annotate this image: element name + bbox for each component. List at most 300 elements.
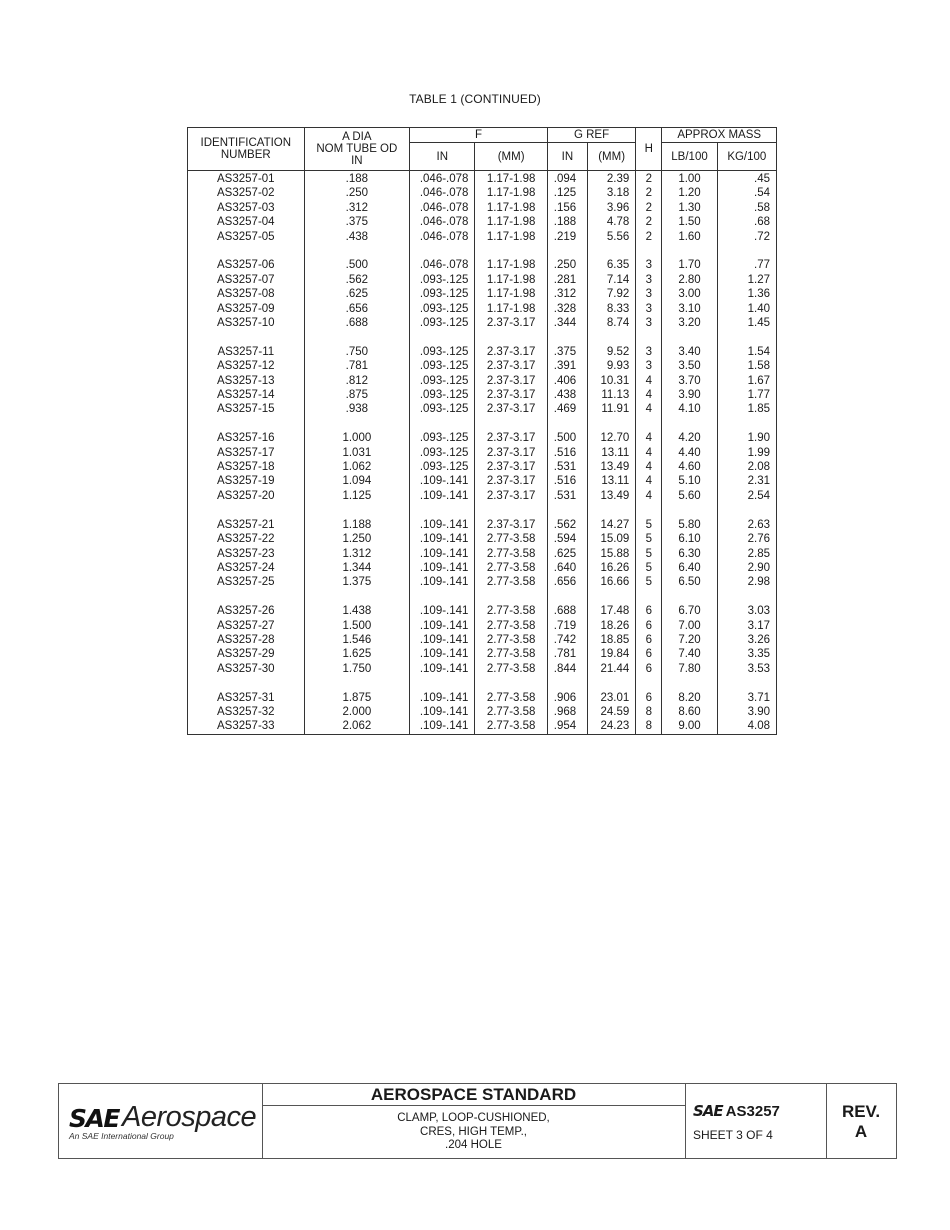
table-cell: 3.70 <box>662 374 717 388</box>
spacer-cell <box>410 244 475 258</box>
group-spacer-row <box>188 676 777 690</box>
table-row <box>188 691 777 705</box>
table-row <box>188 604 777 618</box>
table-row <box>188 171 777 187</box>
table-cell: 23.01 <box>588 691 636 705</box>
spacer-cell <box>717 676 776 690</box>
table-cell: .093-.125 <box>410 345 475 359</box>
table-cell: 6.70 <box>662 604 717 618</box>
table-cell: .77 <box>717 258 776 272</box>
table-cell: 1.17-1.98 <box>475 201 547 215</box>
table-cell: .093-.125 <box>410 460 475 474</box>
table-row <box>188 359 777 373</box>
table-cell: 1.60 <box>662 230 717 244</box>
table-cell: 1.125 <box>304 489 410 503</box>
table-cell: 6 <box>636 604 662 618</box>
header-g-in: IN <box>547 143 587 171</box>
table-cell: 1.094 <box>304 474 410 488</box>
table-cell: 6.30 <box>662 547 717 561</box>
table-cell: 1.36 <box>717 287 776 301</box>
table-cell: .844 <box>547 662 587 676</box>
table-cell: 5 <box>636 547 662 561</box>
table-cell: .58 <box>717 201 776 215</box>
spacer-cell <box>304 676 410 690</box>
table-cell: .500 <box>304 258 410 272</box>
table-cell: 2.80 <box>662 273 717 287</box>
table-row <box>188 446 777 460</box>
table-cell: 1.750 <box>304 662 410 676</box>
table-cell: AS3257-08 <box>188 287 305 301</box>
table-cell: 2.39 <box>588 171 636 187</box>
table-cell: AS3257-19 <box>188 474 305 488</box>
table-cell: 2.77-3.58 <box>475 575 547 589</box>
table-cell: 2.77-3.58 <box>475 604 547 618</box>
table-cell: AS3257-15 <box>188 402 305 416</box>
table-cell: .109-.141 <box>410 532 475 546</box>
header-g-ref: G REF <box>547 128 635 143</box>
table-cell: .562 <box>547 518 587 532</box>
spacer-cell <box>547 503 587 517</box>
table-cell: AS3257-22 <box>188 532 305 546</box>
revision-value: A <box>854 1122 868 1141</box>
table-cell: 2.37-3.17 <box>475 316 547 330</box>
table-cell: .531 <box>547 489 587 503</box>
table-cell: AS3257-21 <box>188 518 305 532</box>
table-cell: AS3257-29 <box>188 647 305 661</box>
table-cell: .093-.125 <box>410 273 475 287</box>
table-cell: .719 <box>547 619 587 633</box>
table-cell: 24.23 <box>588 719 636 734</box>
table-cell: AS3257-28 <box>188 633 305 647</box>
table-cell: 6 <box>636 662 662 676</box>
group-spacer-row <box>188 590 777 604</box>
table-cell: .640 <box>547 561 587 575</box>
header-mass-kg: KG/100 <box>717 143 776 171</box>
table-cell: 1.062 <box>304 460 410 474</box>
table-cell: AS3257-02 <box>188 186 305 200</box>
table-cell: AS3257-05 <box>188 230 305 244</box>
table-cell: .156 <box>547 201 587 215</box>
table-cell: .093-.125 <box>410 359 475 373</box>
table-cell: .109-.141 <box>410 604 475 618</box>
aerospace-wordmark: Aerospace <box>122 1101 257 1133</box>
spacer-cell <box>636 590 662 604</box>
table-cell: 8.20 <box>662 691 717 705</box>
table-cell: AS3257-26 <box>188 604 305 618</box>
spacer-cell <box>547 417 587 431</box>
table-cell: .109-.141 <box>410 662 475 676</box>
table-cell: .688 <box>304 316 410 330</box>
table-cell: 5 <box>636 575 662 589</box>
table-cell: .109-.141 <box>410 619 475 633</box>
header-a-dia: A DIA NOM TUBE OD IN <box>304 128 410 171</box>
spacer-cell <box>304 503 410 517</box>
table-cell: AS3257-30 <box>188 662 305 676</box>
table-cell: .250 <box>547 258 587 272</box>
table-cell: 1.77 <box>717 388 776 402</box>
table-cell: 16.26 <box>588 561 636 575</box>
table-cell: 5 <box>636 532 662 546</box>
table-cell: 1.17-1.98 <box>475 302 547 316</box>
table-cell: .328 <box>547 302 587 316</box>
table-row <box>188 489 777 503</box>
table-cell: 7.20 <box>662 633 717 647</box>
table-cell: 5.80 <box>662 518 717 532</box>
table-cell: 2.98 <box>717 575 776 589</box>
table-cell: 3.71 <box>717 691 776 705</box>
table-cell: 4 <box>636 460 662 474</box>
table-row <box>188 388 777 402</box>
table-cell: 21.44 <box>588 662 636 676</box>
table-cell: 1.17-1.98 <box>475 171 547 187</box>
spacer-cell <box>717 417 776 431</box>
table-cell: 3.96 <box>588 201 636 215</box>
spacer-cell <box>662 676 717 690</box>
header-identification-number: IDENTIFICATION NUMBER <box>188 128 305 171</box>
table-cell: .656 <box>304 302 410 316</box>
spacer-cell <box>304 330 410 344</box>
table-cell: 4 <box>636 402 662 416</box>
table-cell: 1.30 <box>662 201 717 215</box>
table-cell: AS3257-01 <box>188 171 305 187</box>
table-cell: AS3257-17 <box>188 446 305 460</box>
table-cell: 1.17-1.98 <box>475 258 547 272</box>
table-row <box>188 402 777 416</box>
table-cell: 4 <box>636 446 662 460</box>
table-cell: 4.40 <box>662 446 717 460</box>
table-row <box>188 705 777 719</box>
table-row <box>188 186 777 200</box>
table-body <box>188 171 777 735</box>
table-cell: .781 <box>547 647 587 661</box>
spacer-cell <box>475 676 547 690</box>
table-cell: 15.09 <box>588 532 636 546</box>
table-cell: 19.84 <box>588 647 636 661</box>
table-cell: .781 <box>304 359 410 373</box>
table-cell: 13.49 <box>588 460 636 474</box>
table-cell: 1.000 <box>304 431 410 445</box>
table-cell: AS3257-07 <box>188 273 305 287</box>
spacer-cell <box>410 417 475 431</box>
table-cell: 2.37-3.17 <box>475 518 547 532</box>
table-row <box>188 316 777 330</box>
table-cell: 2.77-3.58 <box>475 532 547 546</box>
table-cell: .625 <box>547 547 587 561</box>
table-cell: .093-.125 <box>410 388 475 402</box>
table-cell: 1.27 <box>717 273 776 287</box>
table-cell: 11.13 <box>588 388 636 402</box>
spacer-cell <box>717 330 776 344</box>
table-cell: 3.50 <box>662 359 717 373</box>
table-cell: 1.312 <box>304 547 410 561</box>
table-row <box>188 431 777 445</box>
sae-logo-mark: SAE <box>69 1104 119 1133</box>
table-row <box>188 258 777 272</box>
header-h: H <box>636 128 662 171</box>
spacer-cell <box>717 503 776 517</box>
sae-aerospace-logo <box>59 1084 263 1158</box>
table-cell: 1.17-1.98 <box>475 273 547 287</box>
table-cell: 2.37-3.17 <box>475 359 547 373</box>
table-cell: .093-.125 <box>410 431 475 445</box>
table-cell: .093-.125 <box>410 287 475 301</box>
table-cell: 9.00 <box>662 719 717 734</box>
table-cell: AS3257-33 <box>188 719 305 734</box>
table-cell: .750 <box>304 345 410 359</box>
spacer-cell <box>304 590 410 604</box>
spacer-cell <box>717 590 776 604</box>
table-cell: 2.77-3.58 <box>475 561 547 575</box>
table-cell: 2 <box>636 186 662 200</box>
spacer-cell <box>717 244 776 258</box>
table-cell: 3.00 <box>662 287 717 301</box>
table-cell: 2.37-3.17 <box>475 474 547 488</box>
table-cell: 2.08 <box>717 460 776 474</box>
table-cell: 2.63 <box>717 518 776 532</box>
table-cell: .562 <box>304 273 410 287</box>
table-cell: 2 <box>636 215 662 229</box>
standard-title: AEROSPACE STANDARD <box>262 1084 685 1106</box>
table-cell: 1.40 <box>717 302 776 316</box>
table-row <box>188 215 777 229</box>
table-cell: .109-.141 <box>410 489 475 503</box>
table-cell: 3 <box>636 287 662 301</box>
table-cell: 6.50 <box>662 575 717 589</box>
table-row <box>188 575 777 589</box>
table-cell: .656 <box>547 575 587 589</box>
table-cell: 4 <box>636 388 662 402</box>
header-f-in: IN <box>410 143 475 171</box>
table-cell: .093-.125 <box>410 316 475 330</box>
table-cell: .968 <box>547 705 587 719</box>
table-cell: 2.77-3.58 <box>475 633 547 647</box>
spacer-cell <box>588 590 636 604</box>
table-cell: .219 <box>547 230 587 244</box>
table-cell: 2.37-3.17 <box>475 431 547 445</box>
table-cell: 1.70 <box>662 258 717 272</box>
spacer-cell <box>410 676 475 690</box>
table-cell: 1.17-1.98 <box>475 186 547 200</box>
table-cell: .093-.125 <box>410 302 475 316</box>
table-cell: 14.27 <box>588 518 636 532</box>
table-cell: .046-.078 <box>410 201 475 215</box>
table-cell: 2.77-3.58 <box>475 547 547 561</box>
spacer-cell <box>188 417 305 431</box>
table-cell: 2.85 <box>717 547 776 561</box>
table-cell: 3.90 <box>662 388 717 402</box>
table-row <box>188 230 777 244</box>
table-cell: 4.60 <box>662 460 717 474</box>
table-cell: 18.26 <box>588 619 636 633</box>
sae-mini-logo: SAE <box>693 1102 723 1120</box>
table-cell: 1.500 <box>304 619 410 633</box>
table-cell: 6.40 <box>662 561 717 575</box>
table-cell: .109-.141 <box>410 719 475 734</box>
table-row <box>188 518 777 532</box>
table-cell: .046-.078 <box>410 258 475 272</box>
table-cell: .375 <box>547 345 587 359</box>
table-cell: .109-.141 <box>410 633 475 647</box>
spacer-cell <box>547 244 587 258</box>
table-row <box>188 719 777 734</box>
table-cell: AS3257-20 <box>188 489 305 503</box>
spacer-cell <box>475 503 547 517</box>
table-cell: 6.10 <box>662 532 717 546</box>
table-cell: 5.60 <box>662 489 717 503</box>
table-cell: 11.91 <box>588 402 636 416</box>
table-cell: 5 <box>636 561 662 575</box>
table-cell: 2 <box>636 230 662 244</box>
table-cell: 2.37-3.17 <box>475 388 547 402</box>
spacer-cell <box>636 503 662 517</box>
spacer-cell <box>588 503 636 517</box>
table-cell: .093-.125 <box>410 374 475 388</box>
table-cell: 7.40 <box>662 647 717 661</box>
table-cell: 13.49 <box>588 489 636 503</box>
table-cell: .046-.078 <box>410 215 475 229</box>
table-cell: 5 <box>636 518 662 532</box>
dimension-table <box>187 127 777 735</box>
table-cell: 2.37-3.17 <box>475 374 547 388</box>
table-cell: AS3257-14 <box>188 388 305 402</box>
table-cell: 8 <box>636 719 662 734</box>
table-cell: 3.90 <box>717 705 776 719</box>
spacer-cell <box>662 244 717 258</box>
spacer-cell <box>410 590 475 604</box>
spacer-cell <box>662 590 717 604</box>
spacer-cell <box>188 244 305 258</box>
table-cell: 1.00 <box>662 171 717 187</box>
table-cell: 4.20 <box>662 431 717 445</box>
table-cell: 3.53 <box>717 662 776 676</box>
revision-label: REV. <box>841 1102 881 1121</box>
table-cell: .188 <box>304 171 410 187</box>
table-row <box>188 561 777 575</box>
table-cell: .954 <box>547 719 587 734</box>
table-cell: 3.18 <box>588 186 636 200</box>
group-spacer-row <box>188 417 777 431</box>
table-cell: 8.33 <box>588 302 636 316</box>
group-spacer-row <box>188 244 777 258</box>
spacer-cell <box>588 417 636 431</box>
table-cell: 1.17-1.98 <box>475 230 547 244</box>
table-cell: 3 <box>636 302 662 316</box>
spacer-cell <box>588 330 636 344</box>
table-cell: .109-.141 <box>410 474 475 488</box>
table-cell: 15.88 <box>588 547 636 561</box>
table-cell: 1.99 <box>717 446 776 460</box>
table-cell: 2.062 <box>304 719 410 734</box>
table-cell: 7.00 <box>662 619 717 633</box>
table-cell: 6.35 <box>588 258 636 272</box>
table-cell: .046-.078 <box>410 186 475 200</box>
header-f: F <box>410 128 548 143</box>
table-cell: 2.77-3.58 <box>475 647 547 661</box>
table-cell: .875 <box>304 388 410 402</box>
title-block-description <box>262 1084 686 1158</box>
spacer-cell <box>547 330 587 344</box>
table-cell: 9.93 <box>588 359 636 373</box>
table-cell: 1.875 <box>304 691 410 705</box>
table-cell: AS3257-06 <box>188 258 305 272</box>
table-cell: .094 <box>547 171 587 187</box>
table-cell: 2 <box>636 171 662 187</box>
table-cell: .109-.141 <box>410 647 475 661</box>
table-row <box>188 532 777 546</box>
header-f-mm: (MM) <box>475 143 547 171</box>
header-approx-mass: APPROX MASS <box>662 128 777 143</box>
table-cell: AS3257-23 <box>188 547 305 561</box>
document-number: SAE AS3257 <box>693 1102 780 1120</box>
table-cell: .281 <box>547 273 587 287</box>
table-cell: 1.90 <box>717 431 776 445</box>
table-cell: AS3257-18 <box>188 460 305 474</box>
table-cell: 6 <box>636 633 662 647</box>
logo-tagline: An SAE International Group <box>69 1131 174 1141</box>
group-spacer-row <box>188 330 777 344</box>
table-cell: AS3257-27 <box>188 619 305 633</box>
spacer-cell <box>410 503 475 517</box>
table-cell: .344 <box>547 316 587 330</box>
header-mass-lb: LB/100 <box>662 143 717 171</box>
table-cell: 4.78 <box>588 215 636 229</box>
table-cell: 2.37-3.17 <box>475 446 547 460</box>
table-cell: 4 <box>636 474 662 488</box>
table-cell: 2.90 <box>717 561 776 575</box>
spacer-cell <box>475 417 547 431</box>
table-cell: 1.54 <box>717 345 776 359</box>
table-cell: .68 <box>717 215 776 229</box>
table-cell: 4 <box>636 374 662 388</box>
table-cell: 2.76 <box>717 532 776 546</box>
spacer-cell <box>188 590 305 604</box>
spacer-cell <box>304 417 410 431</box>
table-cell: AS3257-10 <box>188 316 305 330</box>
table-cell: 6 <box>636 691 662 705</box>
table-cell: 2.77-3.58 <box>475 705 547 719</box>
table-cell: 9.52 <box>588 345 636 359</box>
header-g-mm: (MM) <box>588 143 636 171</box>
spacer-cell <box>662 417 717 431</box>
table-cell: 16.66 <box>588 575 636 589</box>
table-row <box>188 273 777 287</box>
spacer-cell <box>636 417 662 431</box>
table-cell: .093-.125 <box>410 402 475 416</box>
table-cell: 2.77-3.58 <box>475 691 547 705</box>
table-cell: .250 <box>304 186 410 200</box>
table-cell: 2.77-3.58 <box>475 662 547 676</box>
table-cell: .312 <box>547 287 587 301</box>
table-row <box>188 474 777 488</box>
table-cell: 1.625 <box>304 647 410 661</box>
table-cell: 1.188 <box>304 518 410 532</box>
spacer-cell <box>662 503 717 517</box>
table-cell: AS3257-32 <box>188 705 305 719</box>
table-cell: AS3257-31 <box>188 691 305 705</box>
table-cell: 1.250 <box>304 532 410 546</box>
table-cell: AS3257-16 <box>188 431 305 445</box>
table-cell: AS3257-09 <box>188 302 305 316</box>
table-cell: 1.58 <box>717 359 776 373</box>
table-cell: 4.10 <box>662 402 717 416</box>
table-cell: AS3257-03 <box>188 201 305 215</box>
spacer-cell <box>588 676 636 690</box>
spacer-cell <box>636 244 662 258</box>
table-cell: .188 <box>547 215 587 229</box>
table-title: TABLE 1 (CONTINUED) <box>409 92 541 106</box>
spacer-cell <box>304 244 410 258</box>
table-cell: 18.85 <box>588 633 636 647</box>
